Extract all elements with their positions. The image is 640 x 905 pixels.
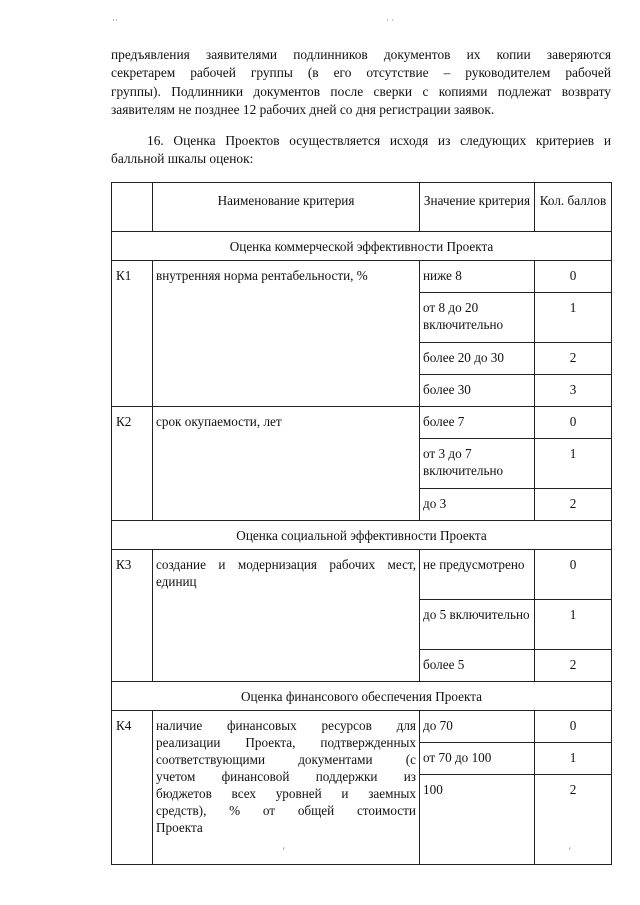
criterion-value [420, 261, 535, 293]
criterion-points-text: 0 [569, 718, 577, 733]
criterion-value [420, 489, 535, 521]
criterion-points [535, 550, 612, 600]
paragraph-line: группы). Подлинники документов после сверки с копиями подлежат возврату [111, 83, 611, 99]
criterion-value [420, 343, 535, 375]
criterion-value [420, 439, 535, 489]
header-points-text: Кол. баллов [539, 193, 607, 208]
criterion-value [420, 775, 535, 865]
criterion-value-text: от 8 до 20 включительно [423, 300, 504, 332]
criterion-value-text: не предусмотрено [423, 557, 525, 572]
section-title [112, 232, 612, 261]
section-row [112, 232, 612, 261]
criterion-name-text [153, 550, 419, 593]
criterion-row [112, 407, 612, 439]
criterion-points-text: 0 [569, 414, 577, 429]
header-criterion-name-text: Наименование критерия [217, 193, 355, 208]
paragraph-line: 16. Оценка Проектов осуществляется исходя из следующих критериев и [147, 133, 611, 148]
paragraph-line: балльной шкалы оценок: [111, 151, 254, 167]
header-row [112, 183, 612, 232]
criterion-value [420, 293, 535, 343]
scan-mark: ˙ ˙ [386, 18, 395, 28]
criterion-value-text: до 5 включительно [423, 607, 530, 622]
paragraph-line: предъявления заявителями подлинников документов их копии заверяются [111, 47, 611, 62]
criterion-points-text: 2 [569, 496, 577, 511]
criterion-name-text [153, 711, 419, 839]
criterion-code [112, 407, 153, 521]
header-criterion-value [420, 183, 535, 232]
criterion-value-text: 100 [423, 782, 443, 797]
criterion-points-text: 1 [569, 446, 577, 461]
criterion-points [535, 743, 612, 775]
section-title-text: Оценка финансового обеспечения Проекта [240, 689, 482, 704]
criterion-points-text: 0 [569, 268, 577, 283]
header-criterion-name [153, 183, 420, 232]
section-title [112, 682, 612, 711]
criterion-points-text: 1 [569, 300, 577, 315]
criterion-points-text: 1 [569, 750, 577, 765]
criterion-name-text [153, 261, 419, 287]
criterion-value-text: более 30 [423, 382, 471, 397]
criterion-points-text: 1 [569, 607, 577, 622]
scan-mark: ' [569, 846, 571, 856]
section-title-text: Оценка коммерческой эффективности Проекта [229, 239, 494, 254]
criterion-points-text: 2 [569, 350, 577, 365]
criterion-row [112, 261, 612, 293]
section-row [112, 682, 612, 711]
criterion-code-text: К4 [116, 718, 132, 733]
criterion-value [420, 375, 535, 407]
criterion-name-line: создание и модернизация рабочих мест, [156, 557, 416, 572]
criterion-value [420, 407, 535, 439]
criterion-points [535, 711, 612, 743]
criterion-code-text: К1 [116, 268, 132, 283]
criterion-code [112, 711, 153, 865]
section-row [112, 521, 612, 550]
criterion-value-text: от 70 до 100 [423, 750, 492, 765]
criterion-name-line: бюджетов всех уровней и заемных [156, 786, 416, 801]
section-title-text: Оценка социальной эффективности Проекта [236, 528, 487, 543]
criterion-points [535, 600, 612, 650]
paragraph-line: заявителям не позднее 12 рабочих дней со дня регистрации заявок. [111, 102, 495, 118]
header-code-cell [112, 183, 153, 232]
criterion-row [112, 550, 612, 600]
criterion-code-text: К3 [116, 557, 132, 572]
criterion-value [420, 600, 535, 650]
criterion-name-line: реализации Проекта, подтвержденных [156, 735, 416, 750]
criterion-points [535, 439, 612, 489]
criterion-name-line: внутренняя норма рентабельности, % [156, 268, 368, 283]
criterion-name-line: единиц [156, 574, 197, 589]
criterion-name [153, 407, 420, 521]
criterion-points [535, 375, 612, 407]
criterion-name [153, 261, 420, 407]
criterion-name-line: Проекта [156, 820, 203, 835]
intro-paragraph [111, 46, 611, 120]
scan-mark: ' [283, 846, 285, 856]
criterion-value-text: более 7 [423, 414, 465, 429]
criterion-points [535, 261, 612, 293]
criterion-value-text: от 3 до 7 включительно [423, 446, 504, 478]
header-points [535, 183, 612, 232]
criterion-value-text: ниже 8 [423, 268, 462, 283]
paragraph-line: секретарем рабочей группы (в его отсутствие – руководителем рабочей [111, 65, 611, 81]
criterion-name-line: наличие финансовых ресурсов для [156, 718, 416, 733]
criterion-points [535, 775, 612, 865]
criterion-code-text: К2 [116, 414, 132, 429]
criterion-value [420, 743, 535, 775]
criterion-value-text: более 20 до 30 [423, 350, 504, 365]
criterion-points [535, 293, 612, 343]
criterion-value-text: до 70 [423, 718, 453, 733]
item-16-paragraph [111, 132, 611, 169]
criterion-name-text [153, 407, 419, 433]
criterion-value [420, 711, 535, 743]
criterion-name [153, 711, 420, 865]
scan-mark: ˙˙ [112, 18, 118, 28]
header-code-cell-text [112, 183, 152, 231]
criterion-row [112, 711, 612, 743]
section-title [112, 521, 612, 550]
criterion-points-text: 2 [569, 657, 577, 672]
criterion-name [153, 550, 420, 682]
criterion-points-text: 0 [569, 557, 577, 572]
criterion-value [420, 550, 535, 600]
criterion-name-line: срок окупаемости, лет [156, 414, 282, 429]
criterion-points-text: 2 [569, 782, 577, 797]
criterion-points [535, 650, 612, 682]
criterion-code [112, 550, 153, 682]
criterion-points-text: 3 [569, 382, 577, 397]
criterion-name-line: учетом финансовой поддержки из [156, 769, 416, 784]
criterion-value-text: до 3 [423, 496, 447, 511]
criterion-value [420, 650, 535, 682]
criterion-points [535, 343, 612, 375]
criterion-name-line: соответствующими документами (с [156, 752, 416, 767]
criteria-table [111, 182, 612, 865]
criterion-name-line: средств), % от общей стоимости [156, 803, 416, 818]
criterion-points [535, 407, 612, 439]
criterion-points [535, 489, 612, 521]
criterion-code [112, 261, 153, 407]
header-criterion-value-text: Значение критерия [423, 193, 531, 208]
criterion-value-text: более 5 [423, 657, 465, 672]
